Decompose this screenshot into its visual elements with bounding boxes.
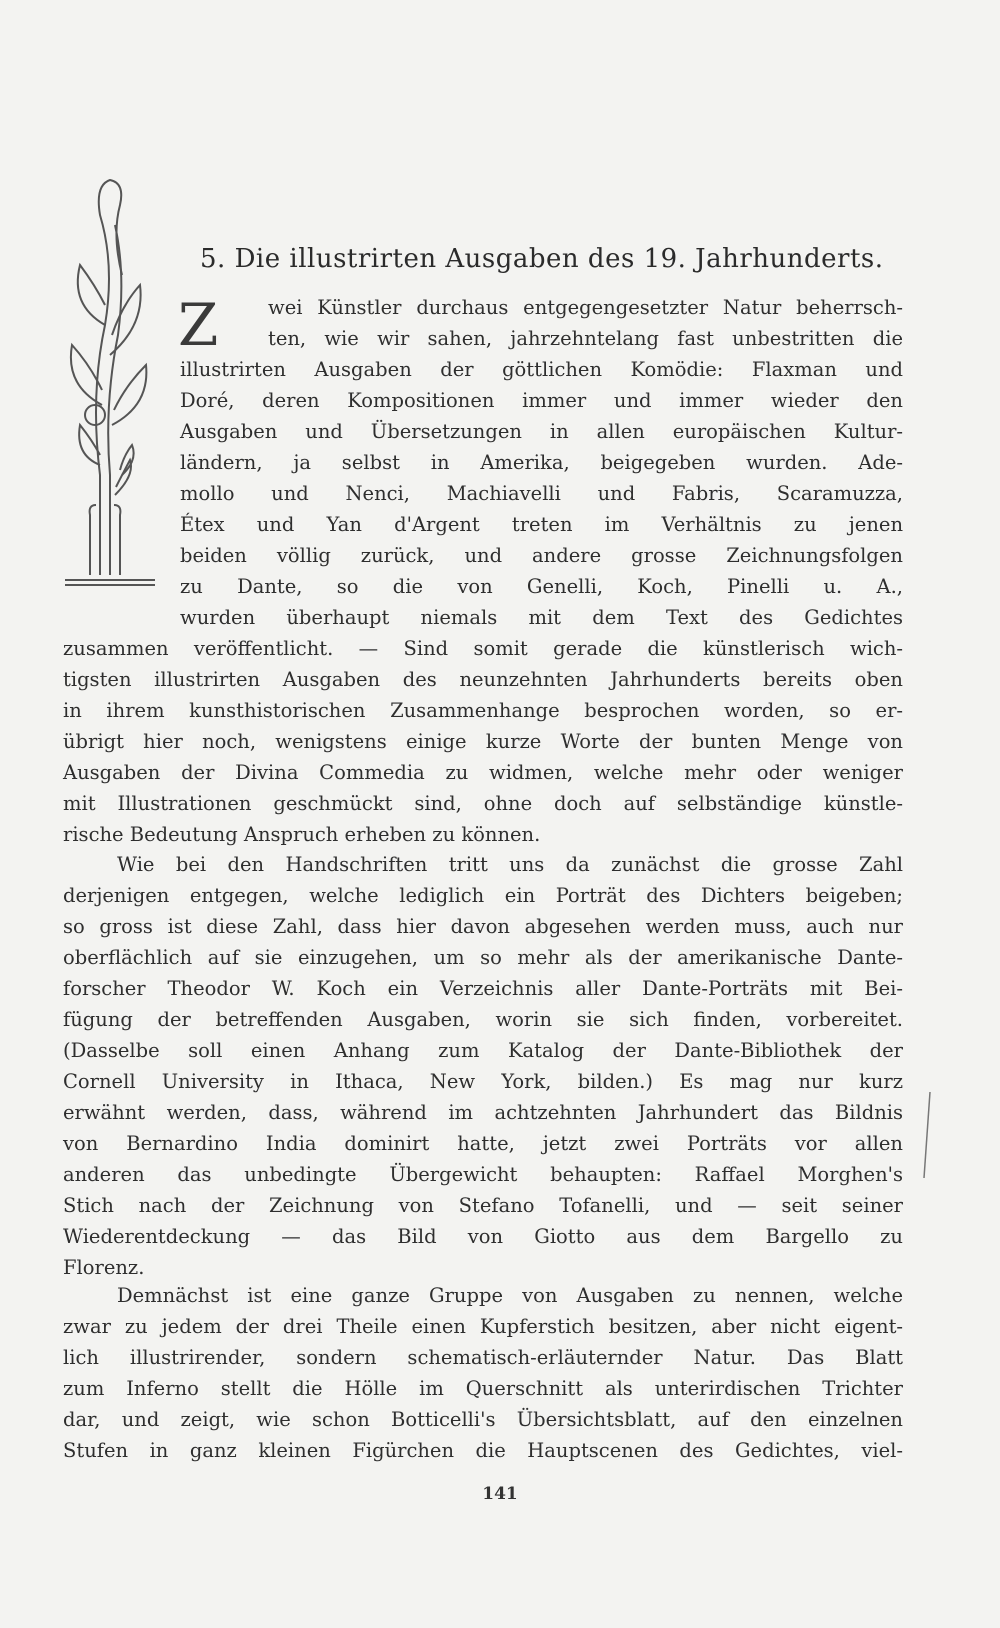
- paragraph-2: [63, 849, 903, 1283]
- text-line: von Bernardino India dominirt hatte, jetzt zwei Porträts vor allen: [63, 1132, 903, 1155]
- text-line: in ihrem kunsthistorischen Zusammenhange besprochen worden, so er-: [63, 699, 903, 722]
- text-line: Stufen in ganz kleinen Figürchen die Hauptscenen des Gedichtes, viel-: [63, 1439, 903, 1462]
- text-line: zu Dante, so die von Genelli, Koch, Pinelli u. A.,: [180, 575, 903, 598]
- text-line: forscher Theodor W. Koch ein Verzeichnis aller Dante-Porträts mit Bei-: [63, 977, 903, 1000]
- drop-cap: Z: [178, 291, 219, 359]
- paragraph-1: [63, 292, 903, 850]
- text-line: Cornell University in Ithaca, New York, bilden.) Es mag nur kurz: [63, 1070, 903, 1093]
- page-number: 141: [482, 1484, 518, 1504]
- text-line: Demnächst ist eine ganze Gruppe von Ausgaben zu nennen, welche: [117, 1284, 903, 1307]
- text-line: Ausgaben und Übersetzungen in allen europäischen Kultur-: [180, 420, 903, 443]
- text-line: dar, und zeigt, wie schon Botticelli's Übersichtsblatt, auf den einzelnen: [63, 1408, 903, 1431]
- text-line: tigsten illustrirten Ausgaben des neunzehnten Jahrhunderts bereits oben: [63, 668, 903, 691]
- text-line: derjenigen entgegen, welche lediglich ein Porträt des Dichters beigeben;: [63, 884, 903, 907]
- text-line: zwar zu jedem der drei Theile einen Kupferstich besitzen, aber nicht eigent-: [63, 1315, 903, 1338]
- text-line: erwähnt werden, dass, während im achtzehnten Jahrhundert das Bildnis: [63, 1101, 903, 1124]
- text-line: mollo und Nenci, Machiavelli und Fabris, Scaramuzza,: [180, 482, 903, 505]
- text-line: (Dasselbe soll einen Anhang zum Katalog der Dante-Bibliothek der: [63, 1039, 903, 1062]
- text-line: beiden völlig zurück, und andere grosse Zeichnungsfolgen: [180, 544, 903, 567]
- text-line: zusammen veröffentlicht. — Sind somit gerade die künstlerisch wich-: [63, 637, 903, 660]
- text-line: so gross ist diese Zahl, dass hier davon abgesehen werden muss, auch nur: [63, 915, 903, 938]
- text-line: ländern, ja selbst in Amerika, beigegeben wurden. Ade-: [180, 451, 903, 474]
- text-line: Florenz.: [63, 1256, 145, 1279]
- text-line: zum Inferno stellt die Hölle im Querschnitt als unterirdischen Trichter: [63, 1377, 903, 1400]
- text-line: oberflächlich auf sie einzugehen, um so mehr als der amerikanische Dante-: [63, 946, 903, 969]
- text-line: rische Bedeutung Anspruch erheben zu können.: [63, 823, 541, 846]
- text-line: wei Künstler durchaus entgegengesetzter Natur beherrsch-: [268, 296, 903, 319]
- chapter-heading: 5. Die illustrirten Ausgaben des 19. Jahrhunderts.: [200, 244, 884, 274]
- text-line: übrigt hier noch, wenigstens einige kurze Worte der bunten Menge von: [63, 730, 903, 753]
- text-line: anderen das unbedingte Übergewicht behaupten: Raffael Morghen's: [63, 1163, 903, 1186]
- margin-pencil-mark: [920, 1090, 934, 1180]
- text-line: wurden überhaupt niemals mit dem Text des Gedichtes: [180, 606, 903, 629]
- indented-block: [63, 292, 903, 633]
- text-line: lich illustrirender, sondern schematisch-erläuternder Natur. Das Blatt: [63, 1346, 903, 1369]
- text-line: Étex und Yan d'Argent treten im Verhältnis zu jenen: [180, 513, 903, 536]
- text-line: mit Illustrationen geschmückt sind, ohne doch auf selbständige künstle-: [63, 792, 903, 815]
- text-line: Stich nach der Zeichnung von Stefano Tofanelli, und — seit seiner: [63, 1194, 903, 1217]
- text-line: ten, wie wir sahen, jahrzehntelang fast unbestritten die: [268, 327, 903, 350]
- text-line: Doré, deren Kompositionen immer und immer wieder den: [180, 389, 903, 412]
- text-line: Wiederentdeckung — das Bild von Giotto aus dem Bargello zu: [63, 1225, 903, 1248]
- text-line: Ausgaben der Divina Commedia zu widmen, welche mehr oder weniger: [63, 761, 903, 784]
- text-line: fügung der betreffenden Ausgaben, worin sie sich finden, vorbereitet.: [63, 1008, 903, 1031]
- text-line: Wie bei den Handschriften tritt uns da zunächst die grosse Zahl: [117, 853, 903, 876]
- text-line: illustrirten Ausgaben der göttlichen Komödie: Flaxman und: [180, 358, 903, 381]
- paragraph-3: [63, 1280, 903, 1466]
